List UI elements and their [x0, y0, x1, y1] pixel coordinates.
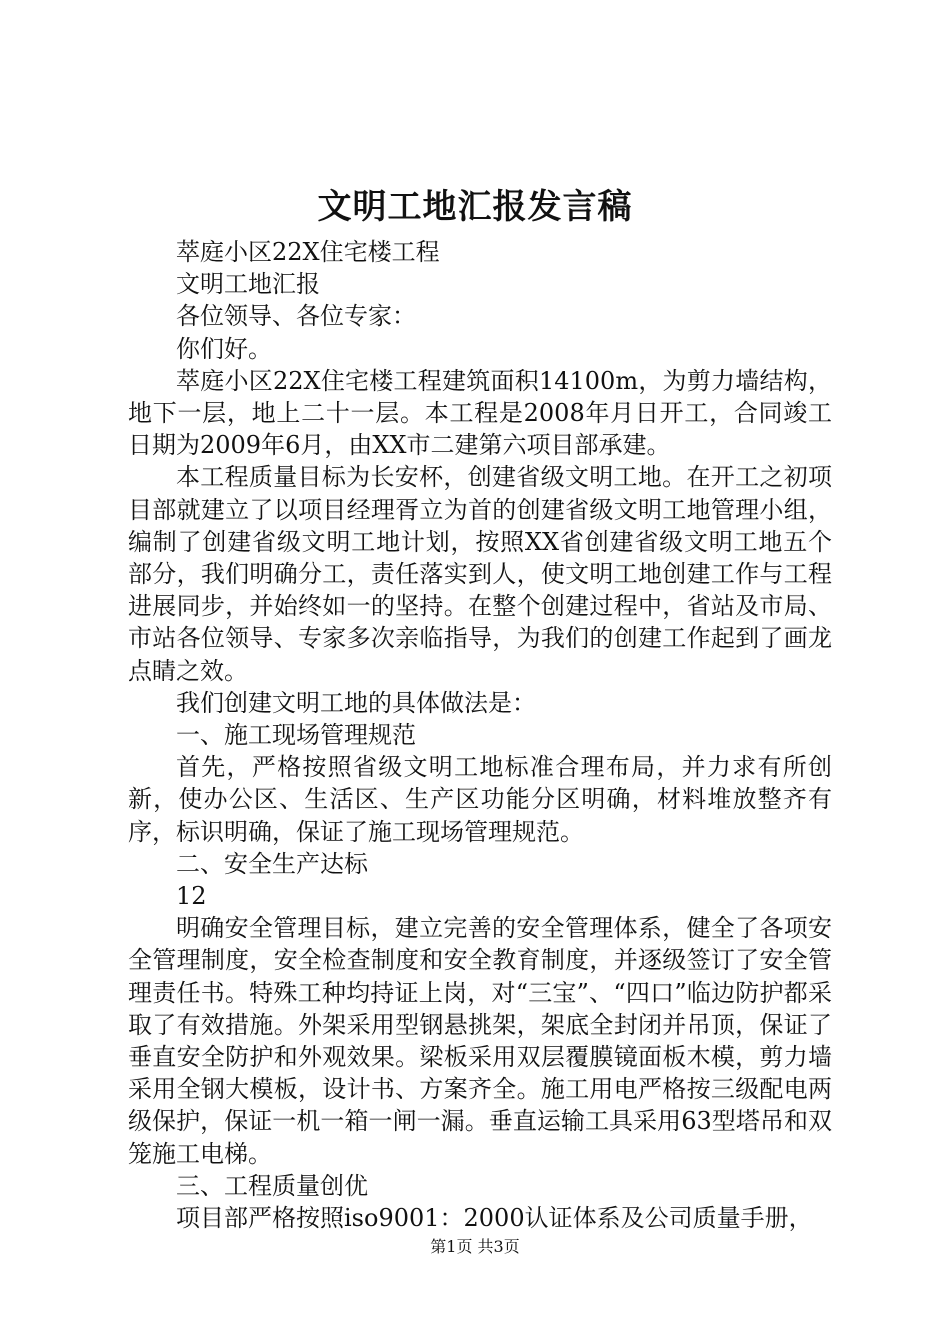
page-footer: 第1页 共3页: [430, 1237, 520, 1256]
paragraph-quality: 项目部严格按照iso9001：2000认证体系及公司质量手册，: [176, 1204, 813, 1233]
document-title: 文明工地汇报发言稿: [317, 187, 633, 227]
paragraph-project-overview: 萃庭小区22X住宅楼工程建筑面积14100m，为剪力墙结构，地下一层，地上二十一层。本工程是2008年月日开工，合同竣工日期为2009年6月，由XX市二建第六项目部承建。: [128, 366, 832, 460]
section-heading-safety: 二、安全生产达标: [176, 849, 368, 878]
document-body: [128, 236, 832, 1234]
section-heading-quality: 三、工程质量创优: [176, 1171, 368, 1200]
section-heading-site-management: 一、施工现场管理规范: [176, 721, 416, 750]
paragraph-project-name: 萃庭小区22X住宅楼工程: [176, 238, 440, 266]
paragraph-report-title: 文明工地汇报: [176, 270, 320, 299]
paragraph-quality-goal: 本工程质量目标为长安杯，创建省级文明工地。在开工之初项目部就建立了以项目经理胥立为首的创建省级文明工地管理小组，编制了创建省级文明工地计划，按照XX省创建省级文明工地五个部分，我们明确分工，责任落实到人，使文明工地创建工作与工程进展同步，并始终如一的坚持。在整个创建过程中，省站及市局、市站各位领导、专家多次亲临指导，为我们的创建工作起到了画龙点睛之效。: [128, 463, 832, 685]
paragraph-greeting: 你们好。: [176, 334, 272, 363]
paragraph-safety: 明确安全管理目标，建立完善的安全管理体系，健全了各项安全管理制度，安全检查制度和安全教育制度，并逐级签订了安全管理责任书。特殊工种均持证上岗，对“三宝”、“四口”临边防护都采取了有效措施。外架采用型钢悬挑架，架底全封闭并吊顶，保证了垂直安全防护和外观效果。梁板采用双层覆膜镜面板木模，剪力墙采用全钢大模板，设计书、方案齐全。施工用电严格按三级配电两级保护，保证一机一箱一闸一漏。垂直运输工具采用63型塔吊和双笼施工电梯。: [128, 914, 832, 1168]
paragraph-number: 12: [176, 882, 207, 911]
paragraph-site-management: 首先，严格按照省级文明工地标准合理布局，并力求有所创新，使办公区、生活区、生产区功能分区明确，材料堆放整齐有序，标识明确，保证了施工现场管理规范。: [128, 753, 832, 846]
paragraph-methods-intro: 我们创建文明工地的具体做法是：: [176, 688, 536, 717]
paragraph-salutation: 各位领导、各位专家：: [176, 302, 416, 331]
